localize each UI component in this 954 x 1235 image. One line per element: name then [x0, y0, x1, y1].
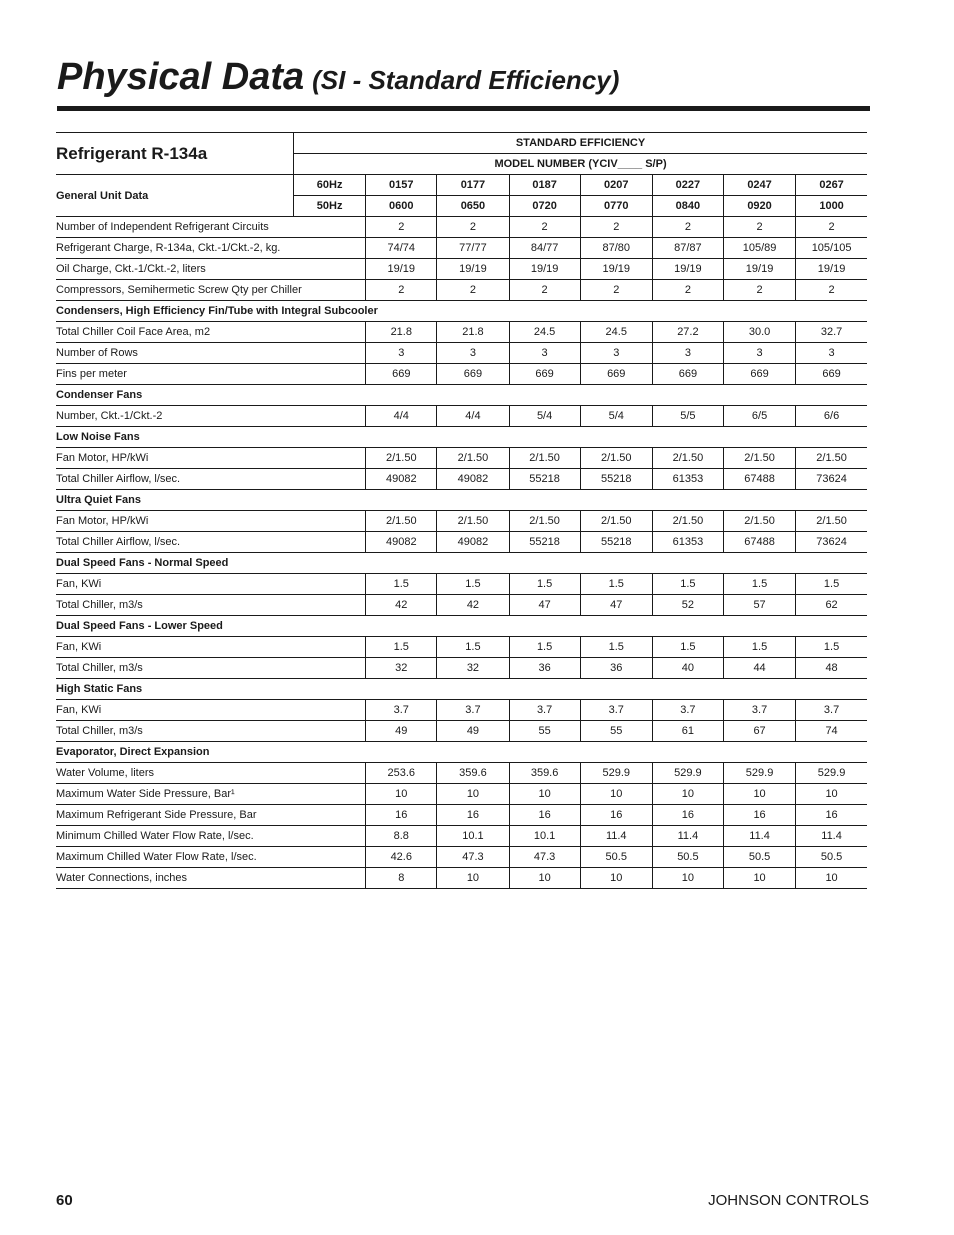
value-cell: 2	[723, 280, 795, 301]
value-cell: 1.5	[437, 637, 509, 658]
value-cell: 1.5	[509, 637, 580, 658]
section-header-row	[56, 385, 867, 406]
section-header-row	[56, 742, 867, 763]
value-cell: 1.5	[509, 574, 580, 595]
row-label: Fan Motor, HP/kWi	[56, 511, 366, 532]
value-cell: 47.3	[509, 847, 580, 868]
value-cell: 3.7	[652, 700, 723, 721]
value-cell: 1.5	[652, 574, 723, 595]
value-cell: 3	[723, 343, 795, 364]
value-cell: 10	[796, 868, 867, 889]
row-label: Number of Rows	[56, 343, 366, 364]
table-row	[56, 469, 867, 490]
value-cell: 359.6	[437, 763, 509, 784]
value-cell: 73624	[796, 469, 867, 490]
value-cell: 49	[366, 721, 437, 742]
value-cell: 1.5	[437, 574, 509, 595]
model-50hz-cell: 0770	[580, 196, 652, 217]
value-cell: 105/89	[723, 238, 795, 259]
value-cell: 19/19	[580, 259, 652, 280]
value-cell: 19/19	[509, 259, 580, 280]
value-cell: 55218	[509, 469, 580, 490]
value-cell: 16	[796, 805, 867, 826]
value-cell: 10	[366, 784, 437, 805]
value-cell: 3.7	[509, 700, 580, 721]
value-cell: 10	[437, 868, 509, 889]
value-cell: 47	[580, 595, 652, 616]
value-cell: 3	[509, 343, 580, 364]
hz60-label: 60Hz	[294, 175, 366, 196]
row-label: Number of Independent Refrigerant Circuits	[56, 217, 366, 238]
row-label: Fins per meter	[56, 364, 366, 385]
value-cell: 55	[509, 721, 580, 742]
value-cell: 11.4	[580, 826, 652, 847]
value-cell: 10	[580, 784, 652, 805]
value-cell: 21.8	[366, 322, 437, 343]
value-cell: 1.5	[366, 637, 437, 658]
value-cell: 105/105	[796, 238, 867, 259]
model-60hz-cell: 0267	[796, 175, 867, 196]
table-row	[56, 784, 867, 805]
value-cell: 3	[652, 343, 723, 364]
row-label: Fan Motor, HP/kWi	[56, 448, 366, 469]
table-row	[56, 868, 867, 889]
row-label: Maximum Water Side Pressure, Bar¹	[56, 784, 366, 805]
value-cell: 52	[652, 595, 723, 616]
page-number: 60	[56, 1192, 73, 1209]
row-label: Total Chiller Airflow, l/sec.	[56, 532, 366, 553]
value-cell: 10	[580, 868, 652, 889]
row-label: Number, Ckt.-1/Ckt.-2	[56, 406, 366, 427]
value-cell: 21.8	[437, 322, 509, 343]
value-cell: 3.7	[366, 700, 437, 721]
value-cell: 529.9	[796, 763, 867, 784]
value-cell: 47.3	[437, 847, 509, 868]
table-row	[56, 343, 867, 364]
value-cell: 669	[366, 364, 437, 385]
value-cell: 2	[723, 217, 795, 238]
value-cell: 359.6	[509, 763, 580, 784]
table-row	[56, 805, 867, 826]
value-cell: 1.5	[796, 574, 867, 595]
value-cell: 77/77	[437, 238, 509, 259]
model-50hz-cell: 1000	[796, 196, 867, 217]
value-cell: 87/80	[580, 238, 652, 259]
value-cell: 1.5	[366, 574, 437, 595]
model-50hz-cell: 0600	[366, 196, 437, 217]
table-row	[56, 238, 867, 259]
value-cell: 2	[366, 280, 437, 301]
value-cell: 48	[796, 658, 867, 679]
value-cell: 10	[723, 868, 795, 889]
value-cell: 3	[580, 343, 652, 364]
row-label: Total Chiller Coil Face Area, m2	[56, 322, 366, 343]
value-cell: 10	[796, 784, 867, 805]
value-cell: 2	[509, 280, 580, 301]
value-cell: 10.1	[437, 826, 509, 847]
table-row	[56, 511, 867, 532]
value-cell: 1.5	[723, 637, 795, 658]
value-cell: 50.5	[652, 847, 723, 868]
value-cell: 42	[366, 595, 437, 616]
value-cell: 19/19	[652, 259, 723, 280]
value-cell: 2/1.50	[366, 448, 437, 469]
row-label: Water Connections, inches	[56, 868, 366, 889]
value-cell: 87/87	[652, 238, 723, 259]
value-cell: 669	[509, 364, 580, 385]
value-cell: 24.5	[580, 322, 652, 343]
value-cell: 253.6	[366, 763, 437, 784]
value-cell: 11.4	[652, 826, 723, 847]
row-label: Total Chiller, m3/s	[56, 658, 366, 679]
value-cell: 2	[652, 280, 723, 301]
model-60hz-cell: 0177	[437, 175, 509, 196]
value-cell: 73624	[796, 532, 867, 553]
value-cell: 44	[723, 658, 795, 679]
model-60hz-cell: 0247	[723, 175, 795, 196]
table-row	[56, 322, 867, 343]
row-label: Maximum Chilled Water Flow Rate, l/sec.	[56, 847, 366, 868]
value-cell: 10	[509, 868, 580, 889]
value-cell: 2	[652, 217, 723, 238]
title-main: Physical Data	[57, 56, 305, 98]
value-cell: 2	[580, 280, 652, 301]
section-title: Evaporator, Direct Expansion	[56, 742, 867, 763]
value-cell: 529.9	[723, 763, 795, 784]
table-row	[56, 448, 867, 469]
value-cell: 3.7	[580, 700, 652, 721]
value-cell: 5/4	[580, 406, 652, 427]
value-cell: 19/19	[723, 259, 795, 280]
value-cell: 57	[723, 595, 795, 616]
value-cell: 32	[437, 658, 509, 679]
value-cell: 10.1	[509, 826, 580, 847]
value-cell: 50.5	[580, 847, 652, 868]
value-cell: 2/1.50	[580, 448, 652, 469]
value-cell: 49082	[437, 469, 509, 490]
row-label: Minimum Chilled Water Flow Rate, l/sec.	[56, 826, 366, 847]
value-cell: 3.7	[437, 700, 509, 721]
model-60hz-cell: 0157	[366, 175, 437, 196]
value-cell: 55218	[580, 469, 652, 490]
table-row	[56, 217, 867, 238]
value-cell: 16	[509, 805, 580, 826]
value-cell: 11.4	[796, 826, 867, 847]
table-row	[56, 826, 867, 847]
value-cell: 2/1.50	[796, 448, 867, 469]
value-cell: 32.7	[796, 322, 867, 343]
value-cell: 2	[796, 280, 867, 301]
section-title: Condenser Fans	[56, 385, 867, 406]
value-cell: 1.5	[580, 574, 652, 595]
value-cell: 529.9	[580, 763, 652, 784]
model-60hz-cell: 0207	[580, 175, 652, 196]
section-title: Low Noise Fans	[56, 427, 867, 448]
value-cell: 10	[652, 784, 723, 805]
value-cell: 529.9	[652, 763, 723, 784]
header-standard-efficiency: STANDARD EFFICIENCY	[294, 133, 867, 154]
table-row	[56, 658, 867, 679]
value-cell: 2/1.50	[437, 448, 509, 469]
value-cell: 669	[580, 364, 652, 385]
value-cell: 2	[437, 217, 509, 238]
section-header-row	[56, 616, 867, 637]
title-subtitle: (SI - Standard Efficiency)	[312, 65, 620, 95]
value-cell: 61	[652, 721, 723, 742]
value-cell: 2	[580, 217, 652, 238]
value-cell: 16	[437, 805, 509, 826]
general-unit-data-label: General Unit Data	[56, 175, 294, 217]
section-header-row	[56, 301, 867, 322]
table-row	[56, 280, 867, 301]
header-row-60hz	[56, 175, 867, 196]
value-cell: 49	[437, 721, 509, 742]
value-cell: 50.5	[723, 847, 795, 868]
value-cell: 4/4	[437, 406, 509, 427]
value-cell: 42.6	[366, 847, 437, 868]
value-cell: 55218	[509, 532, 580, 553]
value-cell: 16	[652, 805, 723, 826]
value-cell: 67488	[723, 469, 795, 490]
value-cell: 10	[723, 784, 795, 805]
value-cell: 2/1.50	[366, 511, 437, 532]
value-cell: 10	[509, 784, 580, 805]
value-cell: 32	[366, 658, 437, 679]
value-cell: 47	[509, 595, 580, 616]
value-cell: 6/5	[723, 406, 795, 427]
value-cell: 27.2	[652, 322, 723, 343]
value-cell: 74/74	[366, 238, 437, 259]
value-cell: 3.7	[796, 700, 867, 721]
table-row	[56, 364, 867, 385]
row-label: Fan, KWi	[56, 700, 366, 721]
table-row	[56, 700, 867, 721]
value-cell: 2	[796, 217, 867, 238]
value-cell: 24.5	[509, 322, 580, 343]
value-cell: 2	[509, 217, 580, 238]
table-row	[56, 259, 867, 280]
row-label: Fan, KWi	[56, 574, 366, 595]
value-cell: 62	[796, 595, 867, 616]
section-title: Ultra Quiet Fans	[56, 490, 867, 511]
footer-company: JOHNSON CONTROLS	[708, 1192, 869, 1209]
section-header-row	[56, 490, 867, 511]
value-cell: 42	[437, 595, 509, 616]
value-cell: 11.4	[723, 826, 795, 847]
value-cell: 2/1.50	[509, 511, 580, 532]
value-cell: 669	[437, 364, 509, 385]
table-row	[56, 637, 867, 658]
section-header-row	[56, 679, 867, 700]
value-cell: 55	[580, 721, 652, 742]
table-row	[56, 763, 867, 784]
table-body	[56, 133, 867, 889]
value-cell: 84/77	[509, 238, 580, 259]
value-cell: 669	[723, 364, 795, 385]
model-50hz-cell: 0840	[652, 196, 723, 217]
value-cell: 16	[580, 805, 652, 826]
value-cell: 19/19	[437, 259, 509, 280]
section-title: Dual Speed Fans - Normal Speed	[56, 553, 867, 574]
value-cell: 3.7	[723, 700, 795, 721]
value-cell: 4/4	[366, 406, 437, 427]
value-cell: 8	[366, 868, 437, 889]
value-cell: 6/6	[796, 406, 867, 427]
value-cell: 67	[723, 721, 795, 742]
refrigerant-label: Refrigerant R-134a	[56, 133, 294, 175]
header-model-number: MODEL NUMBER (YCIV____ S/P)	[294, 154, 867, 175]
value-cell: 1.5	[652, 637, 723, 658]
row-label: Fan, KWi	[56, 637, 366, 658]
value-cell: 2/1.50	[652, 511, 723, 532]
row-label: Compressors, Semihermetic Screw Qty per Chiller	[56, 280, 366, 301]
value-cell: 5/4	[509, 406, 580, 427]
value-cell: 1.5	[796, 637, 867, 658]
value-cell: 49082	[437, 532, 509, 553]
value-cell: 3	[366, 343, 437, 364]
header-row-standard	[56, 133, 867, 154]
value-cell: 2/1.50	[723, 448, 795, 469]
section-title: Condensers, High Efficiency Fin/Tube with Integral Subcooler	[56, 301, 867, 322]
value-cell: 16	[366, 805, 437, 826]
section-title: Dual Speed Fans - Lower Speed	[56, 616, 867, 637]
value-cell: 19/19	[796, 259, 867, 280]
value-cell: 30.0	[723, 322, 795, 343]
value-cell: 3	[796, 343, 867, 364]
value-cell: 67488	[723, 532, 795, 553]
value-cell: 40	[652, 658, 723, 679]
value-cell: 2/1.50	[652, 448, 723, 469]
row-label: Oil Charge, Ckt.-1/Ckt.-2, liters	[56, 259, 366, 280]
row-label: Refrigerant Charge, R-134a, Ckt.-1/Ckt.-2, kg.	[56, 238, 366, 259]
row-label: Total Chiller Airflow, l/sec.	[56, 469, 366, 490]
value-cell: 2	[437, 280, 509, 301]
section-header-row	[56, 553, 867, 574]
model-50hz-cell: 0920	[723, 196, 795, 217]
row-label: Water Volume, liters	[56, 763, 366, 784]
row-label: Total Chiller, m3/s	[56, 721, 366, 742]
row-label: Maximum Refrigerant Side Pressure, Bar	[56, 805, 366, 826]
value-cell: 5/5	[652, 406, 723, 427]
physical-data-table	[56, 132, 867, 889]
model-60hz-cell: 0227	[652, 175, 723, 196]
value-cell: 669	[652, 364, 723, 385]
table-row	[56, 532, 867, 553]
title-rule	[57, 106, 870, 111]
value-cell: 74	[796, 721, 867, 742]
section-title: High Static Fans	[56, 679, 867, 700]
section-header-row	[56, 427, 867, 448]
page-title	[57, 56, 619, 99]
table-row	[56, 574, 867, 595]
table-row	[56, 721, 867, 742]
value-cell: 1.5	[723, 574, 795, 595]
model-50hz-cell: 0720	[509, 196, 580, 217]
value-cell: 2/1.50	[580, 511, 652, 532]
table-row	[56, 847, 867, 868]
value-cell: 669	[796, 364, 867, 385]
table-row	[56, 595, 867, 616]
value-cell: 10	[437, 784, 509, 805]
value-cell: 1.5	[580, 637, 652, 658]
value-cell: 2/1.50	[437, 511, 509, 532]
value-cell: 61353	[652, 532, 723, 553]
value-cell: 55218	[580, 532, 652, 553]
hz50-label: 50Hz	[294, 196, 366, 217]
value-cell: 49082	[366, 469, 437, 490]
value-cell: 2/1.50	[509, 448, 580, 469]
value-cell: 8.8	[366, 826, 437, 847]
model-50hz-cell: 0650	[437, 196, 509, 217]
model-60hz-cell: 0187	[509, 175, 580, 196]
value-cell: 10	[652, 868, 723, 889]
value-cell: 2/1.50	[723, 511, 795, 532]
value-cell: 36	[580, 658, 652, 679]
value-cell: 16	[723, 805, 795, 826]
value-cell: 2	[366, 217, 437, 238]
value-cell: 3	[437, 343, 509, 364]
value-cell: 36	[509, 658, 580, 679]
value-cell: 2/1.50	[796, 511, 867, 532]
value-cell: 49082	[366, 532, 437, 553]
table-row	[56, 406, 867, 427]
value-cell: 19/19	[366, 259, 437, 280]
row-label: Total Chiller, m3/s	[56, 595, 366, 616]
value-cell: 61353	[652, 469, 723, 490]
value-cell: 50.5	[796, 847, 867, 868]
